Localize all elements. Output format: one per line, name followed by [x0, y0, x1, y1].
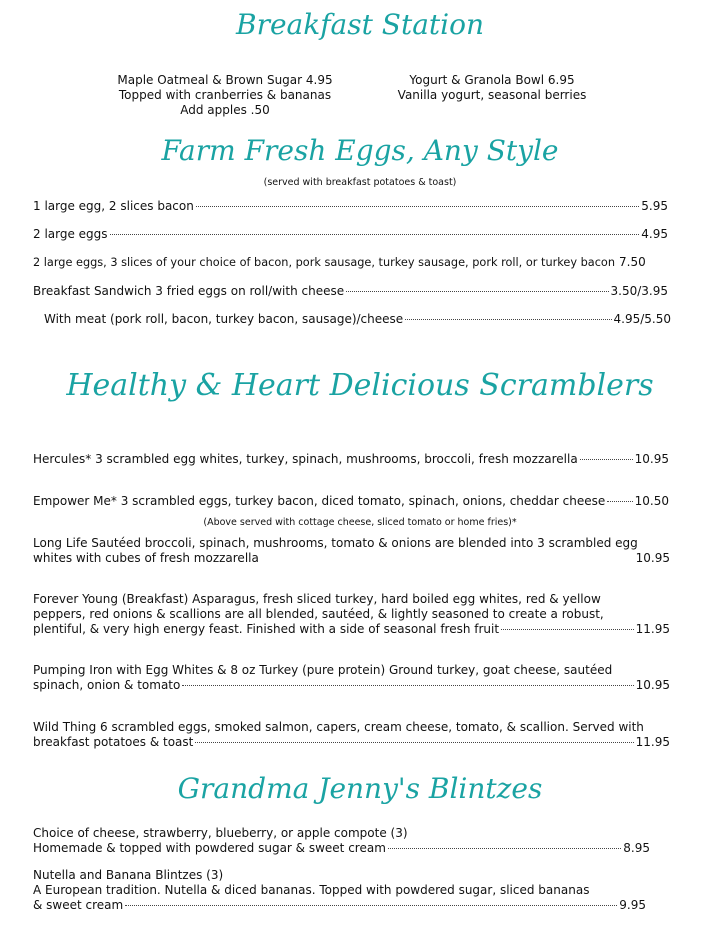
item-name: 2 large eggs	[33, 227, 108, 241]
dot-leader	[182, 685, 633, 686]
item-description: & sweet cream	[33, 898, 124, 912]
item-name: 2 large eggs, 3 slices of your choice of bacon, pork sausage, turkey sausage, pork roll, or turkey bacon	[33, 256, 615, 269]
item-name: Empower Me* 3 scrambled eggs, turkey bacon, diced tomato, spinach, onions, cheddar cheese	[33, 494, 606, 508]
item-price: 10.50	[634, 494, 669, 508]
scramblers-note: (Above served with cottage cheese, sliced tomato or home fries)*	[203, 517, 517, 528]
oatmeal-name-price: Maple Oatmeal & Brown Sugar 4.95	[117, 73, 333, 87]
menu-item	[33, 199, 668, 214]
oatmeal-item	[115, 73, 335, 118]
yogurt-item	[392, 73, 592, 103]
blintzes-heading: Grandma Jenny's Blintzes	[177, 772, 543, 805]
item-name: Breakfast Sandwich 3 fried eggs on roll/with cheese	[33, 284, 345, 298]
item-description: breakfast potatoes & toast	[33, 735, 194, 749]
item-name: 1 large egg, 2 slices bacon	[33, 199, 194, 213]
item-price: 11.95	[635, 622, 670, 636]
item-name: Hercules* 3 scrambled egg whites, turkey, spinach, mushrooms, broccoli, fresh mozzarella	[33, 452, 578, 466]
menu-item	[44, 312, 671, 327]
item-description: Wild Thing 6 scrambled eggs, smoked salmon, capers, cream cheese, tomato, & scallion. Served with	[33, 720, 644, 734]
scramblers-heading: Healthy & Heart Delicious Scramblers	[66, 368, 654, 403]
item-last-line	[33, 551, 670, 566]
item-last-line	[33, 841, 650, 856]
item-last-line	[33, 735, 670, 750]
dot-leader	[125, 905, 617, 906]
dot-leader	[195, 742, 633, 743]
long-life-item	[33, 536, 670, 566]
item-description: Choice of cheese, strawberry, blueberry, or apple compote (3)	[33, 826, 408, 840]
oatmeal-description: Topped with cranberries & bananas	[118, 88, 332, 102]
item-price: 4.95/5.50	[613, 312, 671, 326]
yogurt-name-price: Yogurt & Granola Bowl 6.95	[409, 73, 575, 87]
item-description: whites with cubes of fresh mozzarella	[33, 551, 259, 565]
yogurt-description: Vanilla yogurt, seasonal berries	[397, 88, 587, 102]
dot-leader	[405, 319, 611, 320]
item-price: 10.95	[634, 452, 669, 466]
item-price: 10.95	[635, 551, 670, 565]
menu-item	[33, 227, 668, 242]
cheese-blintzes-item	[33, 826, 650, 856]
item-description: spinach, onion & tomato	[33, 678, 181, 692]
forever-young-item	[33, 592, 670, 637]
item-description: Homemade & topped with powdered sugar & sweet cream	[33, 841, 386, 855]
item-last-line	[33, 678, 670, 693]
dot-leader	[501, 629, 634, 630]
dot-leader	[110, 234, 640, 235]
dot-leader	[346, 291, 608, 292]
item-last-line	[33, 622, 670, 637]
item-description: plentiful, & very high energy feast. Finished with a side of seasonal fresh fruit	[33, 622, 500, 636]
item-price: 9.95	[619, 898, 646, 912]
item-name: With meat (pork roll, bacon, turkey bacon, sausage)/cheese	[44, 312, 404, 326]
breakfast-station-heading: Breakfast Station	[236, 8, 484, 41]
dot-leader	[388, 848, 621, 849]
item-name: Nutella and Banana Blintzes (3)	[33, 868, 224, 882]
item-description: Long Life Sautéed broccoli, spinach, mushrooms, tomato & onions are blended into 3 scrambled egg	[33, 536, 638, 550]
dot-leader	[607, 501, 632, 502]
item-description: Pumping Iron with Egg Whites & 8 oz Turkey (pure protein) Ground turkey, goat cheese, sautéed	[33, 663, 613, 677]
item-price: 4.95	[641, 227, 668, 241]
item-description: A European tradition. Nutella & diced bananas. Topped with powdered sugar, sliced bananas	[33, 883, 590, 897]
item-price: 3.50/3.95	[610, 284, 668, 298]
item-last-line	[33, 898, 646, 913]
item-price: 7.50	[619, 255, 646, 269]
item-price: 10.95	[635, 678, 670, 692]
oatmeal-addon: Add apples .50	[180, 103, 270, 117]
hercules-item	[33, 452, 669, 467]
dot-leader	[580, 459, 633, 460]
menu-item	[33, 255, 668, 270]
item-price: 5.95	[641, 199, 668, 213]
item-price: 11.95	[635, 735, 670, 749]
empower-item	[33, 494, 669, 509]
dot-leader	[196, 206, 639, 207]
eggs-heading: Farm Fresh Eggs, Any Style	[161, 134, 559, 167]
menu-item	[33, 284, 668, 299]
pumping-iron-item	[33, 663, 670, 693]
item-description: peppers, red onions & scallions are all blended, sautéed, & lightly seasoned to create a robust,	[33, 607, 604, 621]
item-description: Forever Young (Breakfast) Asparagus, fresh sliced turkey, hard boiled egg whites, red & yellow	[33, 592, 601, 606]
item-price: 8.95	[623, 841, 650, 855]
nutella-blintzes-item	[33, 868, 646, 913]
eggs-subtitle: (served with breakfast potatoes & toast)	[263, 177, 457, 188]
wild-thing-item	[33, 720, 670, 750]
